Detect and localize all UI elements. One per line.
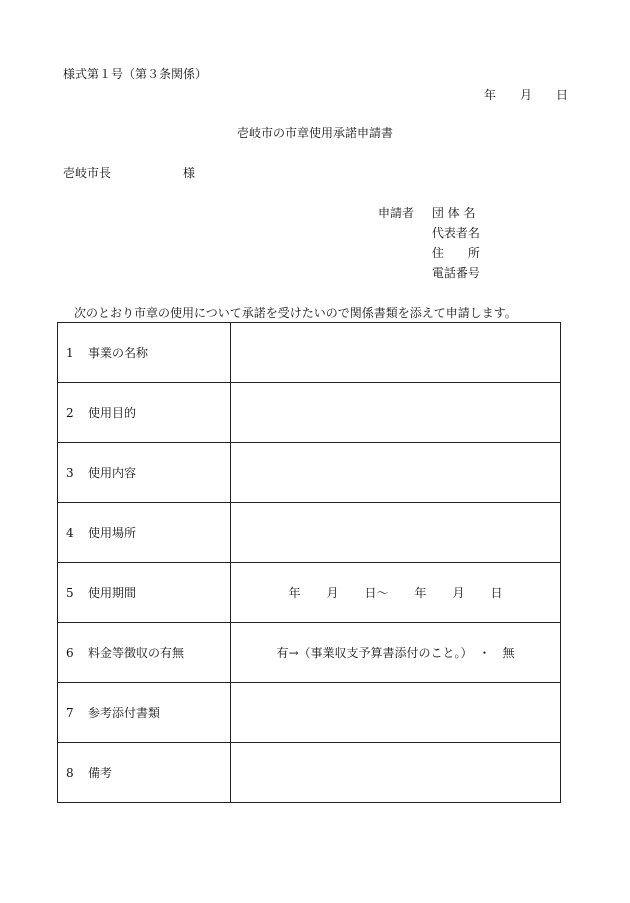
item-label-cell: 1 事業の名称 [58,323,231,383]
applicant-label: 申請者 [378,206,415,220]
addressee-honorific: 様 [183,166,196,180]
form-number: 様式第１号（第３条関係） [63,67,208,81]
table-row [58,623,561,683]
applicant-representative: 代表者名 [431,226,480,240]
date-month: 月 [519,88,532,102]
event-name-field[interactable] [231,323,561,383]
addressee [63,164,195,181]
table-row [58,563,561,623]
applicant-block [378,203,480,283]
date-day: 日 [555,88,568,102]
application-table [57,322,561,803]
location-field[interactable] [231,503,561,563]
attachments-field[interactable] [231,683,561,743]
item-label-cell: 2 使用目的 [58,383,231,443]
period-field[interactable]: 年 月 日〜 年 月 日 [231,563,561,623]
intro-text: 次のとおり市章の使用について承諾を受けたいので関係書類を添えて申請します。 [74,306,517,320]
addressee-name: 壱岐市長 [63,166,112,180]
table-row [58,743,561,803]
remarks-field[interactable] [231,743,561,803]
date-year: 年 [483,88,496,102]
applicant-org-name: 団 体 名 [431,206,476,220]
applicant-phone: 電話番号 [431,266,480,280]
item-label-cell: 7 参考添付書類 [58,683,231,743]
table-row [58,323,561,383]
applicant-address: 住 所 [431,246,480,260]
item-label-cell: 4 使用場所 [58,503,231,563]
content-field[interactable] [231,443,561,503]
item-label-cell: 8 備考 [58,743,231,803]
item-label-cell: 6 料金等徴収の有無 [58,623,231,683]
table-row [58,503,561,563]
table-row [58,443,561,503]
table-row [58,683,561,743]
date-line [484,86,568,103]
fee-collection-field[interactable]: 有→（事業収支予算書添付のこと。） ・ 無 [231,623,561,683]
purpose-field[interactable] [231,383,561,443]
document-title: 壱岐市の市章使用承諾申請書 [236,126,393,140]
item-label-cell: 3 使用内容 [58,443,231,503]
table-row [58,383,561,443]
item-label-cell: 5 使用期間 [58,563,231,623]
